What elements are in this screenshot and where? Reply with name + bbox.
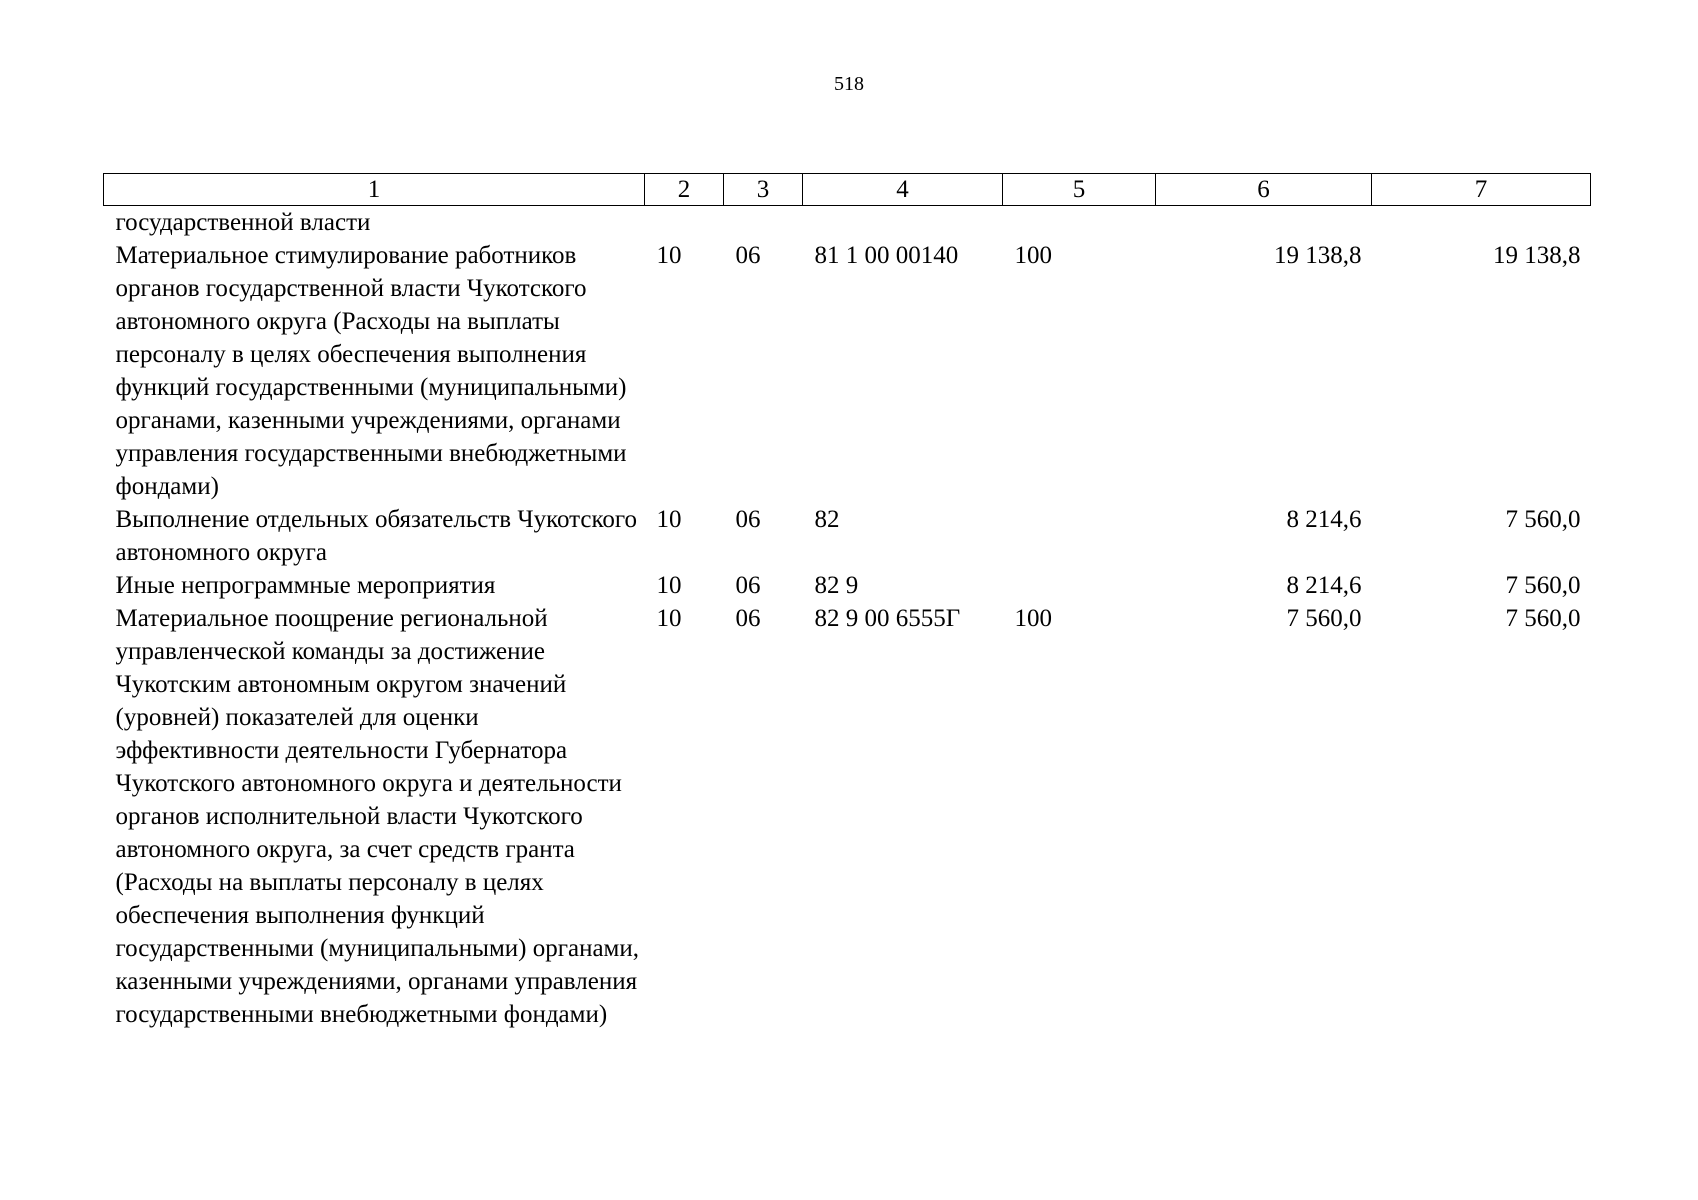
row-amount-1: 19 138,8: [1274, 242, 1362, 269]
row-target-article: 82: [814, 506, 840, 533]
row-amount-2: 19 138,8: [1493, 242, 1581, 269]
table-header-row: [104, 174, 1591, 206]
column-header: 7: [1372, 174, 1591, 206]
row-name: Иные непрограммные мероприятия: [115, 572, 496, 599]
row-expense-type: [1003, 206, 1156, 240]
table-row: [104, 569, 1591, 602]
table-row: [104, 602, 1591, 1031]
row-expense-type: [1003, 503, 1156, 569]
row-subsection: 06: [735, 506, 761, 533]
table-row: [104, 206, 1591, 240]
page-number: 518: [834, 73, 864, 95]
row-amount-2: 7 560,0: [1505, 605, 1581, 632]
row-subsection: 06: [735, 605, 761, 632]
row-subsection: 06: [735, 242, 761, 269]
row-section: 10: [656, 506, 682, 533]
row-section: 10: [656, 572, 682, 599]
row-amount-1: 8 214,6: [1286, 572, 1362, 599]
table-row: [104, 239, 1591, 503]
row-name: государственной власти: [115, 209, 371, 236]
row-target-article: [803, 206, 1003, 240]
column-header: 4: [803, 174, 1003, 206]
row-expense-type: [1003, 569, 1156, 602]
row-target-article: 82 9 00 6555Г: [814, 605, 961, 632]
row-amount-2: 7 560,0: [1505, 572, 1581, 599]
row-amount-1: [1156, 206, 1372, 240]
column-header: 5: [1003, 174, 1156, 206]
row-amount-1: 8 214,6: [1286, 506, 1362, 533]
column-header: 2: [645, 174, 724, 206]
row-target-article: 82 9: [814, 572, 859, 599]
table-row: [104, 503, 1591, 569]
row-amount-2: 7 560,0: [1505, 506, 1581, 533]
column-header: 6: [1156, 174, 1372, 206]
row-subsection: [724, 206, 803, 240]
column-header: 3: [724, 174, 803, 206]
row-expense-type: 100: [1014, 242, 1052, 269]
row-expense-type: 100: [1014, 605, 1052, 632]
row-name: Материальное стимулирование работников органов государственной власти Чукотского автономного округа (Расходы на выплаты персоналу в целях обеспечения выполнения функций государственными (муниципальными) органами, казенными учреждениями, органами управления государственными внебюджетными фондами): [115, 242, 627, 500]
budget-table: [103, 173, 1591, 1031]
column-header: 1: [104, 174, 645, 206]
row-section: 10: [656, 605, 682, 632]
row-target-article: 81 1 00 00140: [814, 242, 959, 269]
row-name: Выполнение отдельных обязательств Чукотского автономного округа: [115, 506, 637, 566]
row-subsection: 06: [735, 572, 761, 599]
row-section: 10: [656, 242, 682, 269]
row-amount-1: 7 560,0: [1286, 605, 1362, 632]
row-amount-2: [1372, 206, 1591, 240]
row-section: [645, 206, 724, 240]
row-name: Материальное поощрение региональной управленческой команды за достижение Чукотским автономным округом значений (уровней) показателей для оценки эффективности деятельности Губернатора Чукотского автономного округа и деятельности органов исполнительной власти Чукотского автономного округа, за счет средств гранта (Расходы на выплаты персоналу в целях обеспечения выполнения функций государственными (муниципальными) органами, казенными учреждениями, органами управления государственными внебюджетными фондами): [115, 605, 639, 1028]
